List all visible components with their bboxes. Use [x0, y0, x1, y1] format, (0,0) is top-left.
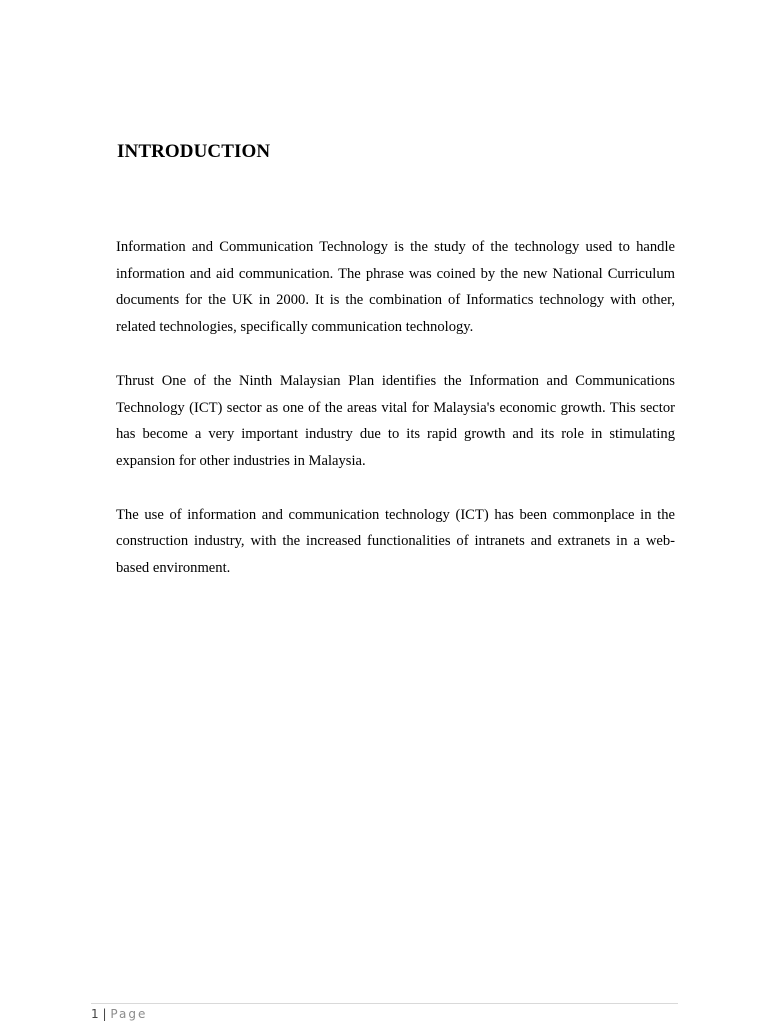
paragraph-3: The use of information and communication technology (ICT) has been commonplace in the construction industry, with the increased functionalities of intranets and extranets in a web-based environment. — [116, 506, 675, 577]
paragraph-2: Thrust One of the Ninth Malaysian Plan identifies the Information and Communications Technology (ICT) sector as one of the areas vital for Malaysia's economic growth. This sector has become a very important industry due to its rapid growth and its role in stimulating expansion for other industries in Malaysia. — [116, 372, 675, 469]
footer-divider — [91, 1003, 678, 1004]
section-heading: INTRODUCTION — [117, 141, 271, 162]
page-label: Page — [110, 1007, 148, 1021]
body-text — [116, 234, 675, 609]
paragraph-1: Information and Communication Technology is the study of the technology used to handle information and aid communication. The phrase was coined by the new National Curriculum documents for the UK in 2000. It is the combination of Informatics technology with other, related technologies, specifically communication technology. — [116, 239, 675, 336]
footer-separator: | — [102, 1007, 107, 1021]
page-footer — [91, 1005, 147, 1023]
page-number: 1 — [91, 1007, 99, 1021]
